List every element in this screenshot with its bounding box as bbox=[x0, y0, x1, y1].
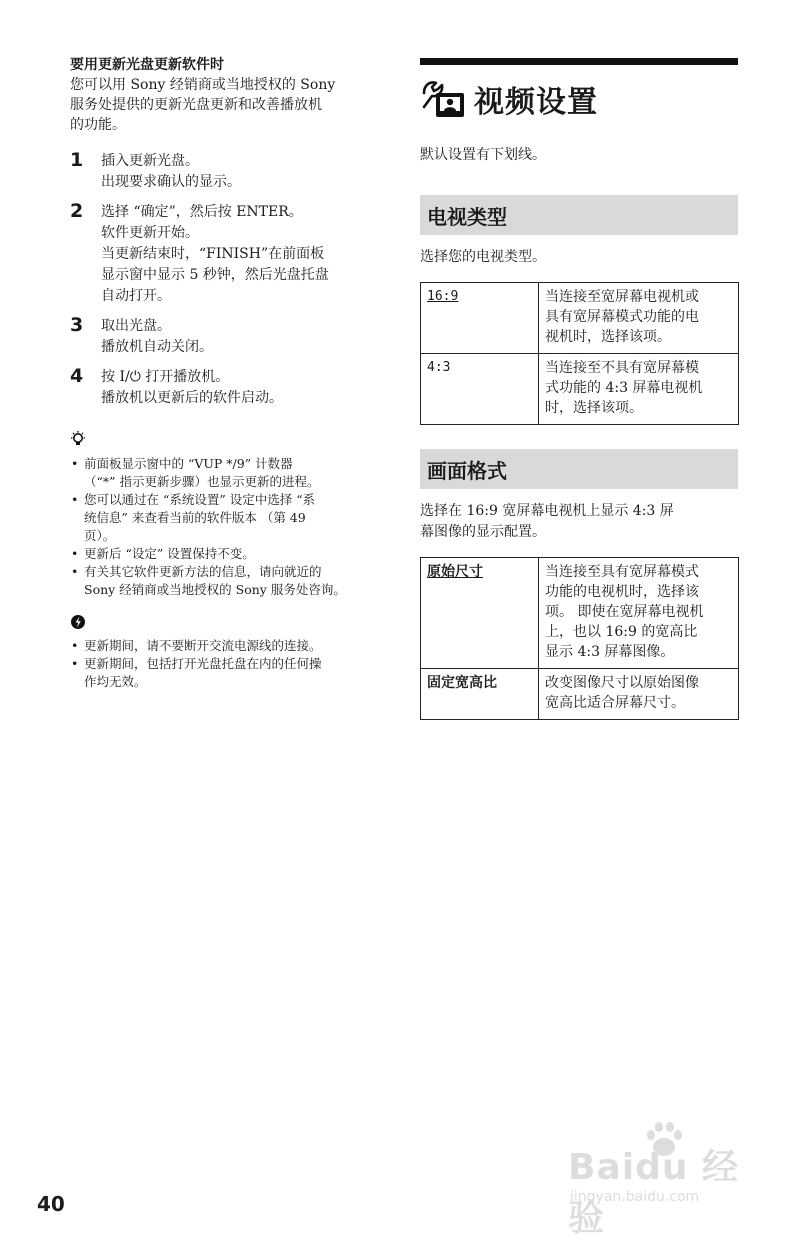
list-item: • 更新后 “设定” 设置保持不变。 bbox=[70, 545, 392, 563]
option-key: 4:3 bbox=[421, 354, 539, 425]
update-steps bbox=[70, 151, 392, 409]
step-number: 3 bbox=[70, 314, 84, 336]
step-number: 2 bbox=[70, 200, 84, 222]
watermark bbox=[568, 1125, 768, 1239]
step-4: 4 按 I/⏻ 打开播放机。 播放机以更新后的软件启动。 bbox=[70, 365, 283, 406]
default-note: 默认设置有下划线。 bbox=[420, 147, 546, 163]
settings-video-icon bbox=[420, 77, 468, 121]
table-row bbox=[421, 283, 739, 354]
update-disc-heading: 要用更新光盘更新软件时 bbox=[70, 57, 224, 73]
step-number: 4 bbox=[70, 365, 84, 387]
lightbulb-icon bbox=[70, 431, 86, 449]
watermark-url: jingyan.baidu.com bbox=[570, 1189, 700, 1205]
option-key: 固定宽高比 bbox=[421, 669, 539, 720]
right-column bbox=[420, 58, 738, 720]
caution-icon bbox=[70, 613, 86, 631]
page-number: 40 bbox=[37, 1192, 65, 1216]
screen-format-lead: 选择在 16:9 宽屏幕电视机上显示 4:3 屏 幕图像的显示配置。 bbox=[420, 503, 674, 540]
section-rule bbox=[420, 58, 738, 65]
step-number: 1 bbox=[70, 149, 84, 171]
screen-format-table bbox=[420, 557, 739, 720]
option-key: 16:9 bbox=[421, 283, 539, 354]
tv-type-lead: 选择您的电视类型。 bbox=[420, 249, 546, 265]
screen-format-heading: 画面格式 bbox=[420, 449, 738, 489]
tips-list bbox=[70, 455, 392, 599]
option-description: 当连接至具有宽屏幕模式 功能的电视机时，选择该 项。 即使在宽屏幕电视机 上，也以 16:9 的宽高比 显示 4:3 屏幕图像。 bbox=[539, 558, 739, 669]
option-key: 原始尺寸 bbox=[421, 558, 539, 669]
table-row bbox=[421, 669, 739, 720]
option-description: 当连接至不具有宽屏幕模 式功能的 4:3 屏幕电视机 时，选择该项。 bbox=[539, 354, 739, 425]
list-item: • 有关其它软件更新方法的信息，请向就近的 Sony 经销商或当地授权的 Sony 服务处咨询。 bbox=[70, 563, 392, 599]
step-1: 1 插入更新光盘。 出现要求确认的显示。 bbox=[70, 149, 241, 190]
list-item: • 更新期间，请不要断开交流电源线的连接。 bbox=[70, 637, 392, 655]
notes-list bbox=[70, 637, 392, 691]
option-description: 当连接至宽屏幕电视机或 具有宽屏幕模式功能的电 视机时，选择该项。 bbox=[539, 283, 739, 354]
tv-type-heading: 电视类型 bbox=[420, 195, 738, 235]
list-item: • 您可以通过在 “系统设置” 设定中选择 “系 统信息” 来查看当前的软件版本 （第 49 页）。 bbox=[70, 491, 392, 545]
table-row bbox=[421, 558, 739, 669]
watermark-logo: Baidu 经验 bbox=[568, 1147, 740, 1239]
option-description: 改变图像尺寸以原始图像 宽高比适合屏幕尺寸。 bbox=[539, 669, 739, 720]
left-column bbox=[70, 55, 392, 691]
section-title: 视频设置 bbox=[474, 85, 598, 120]
step-3: 3 取出光盘。 播放机自动关闭。 bbox=[70, 314, 213, 355]
step-2: 2 选择 “确定”，然后按 ENTER。 软件更新开始。 当更新结束时，“FINISH”在前面板 显示窗中显示 5 秒钟，然后光盘托盘 自动打开。 bbox=[70, 200, 329, 304]
tv-type-table bbox=[420, 282, 739, 425]
section-header bbox=[420, 75, 738, 123]
table-row bbox=[421, 354, 739, 425]
list-item: • 前面板显示窗中的 “VUP */9” 计数器 （“*” 指示更新步骤）也显示更新的进程。 bbox=[70, 455, 392, 491]
list-item: • 更新期间，包括打开光盘托盘在内的任何操 作均无效。 bbox=[70, 655, 392, 691]
update-intro: 您可以用 Sony 经销商或当地授权的 Sony 服务处提供的更新光盘更新和改善播放机 的功能。 bbox=[70, 77, 336, 133]
